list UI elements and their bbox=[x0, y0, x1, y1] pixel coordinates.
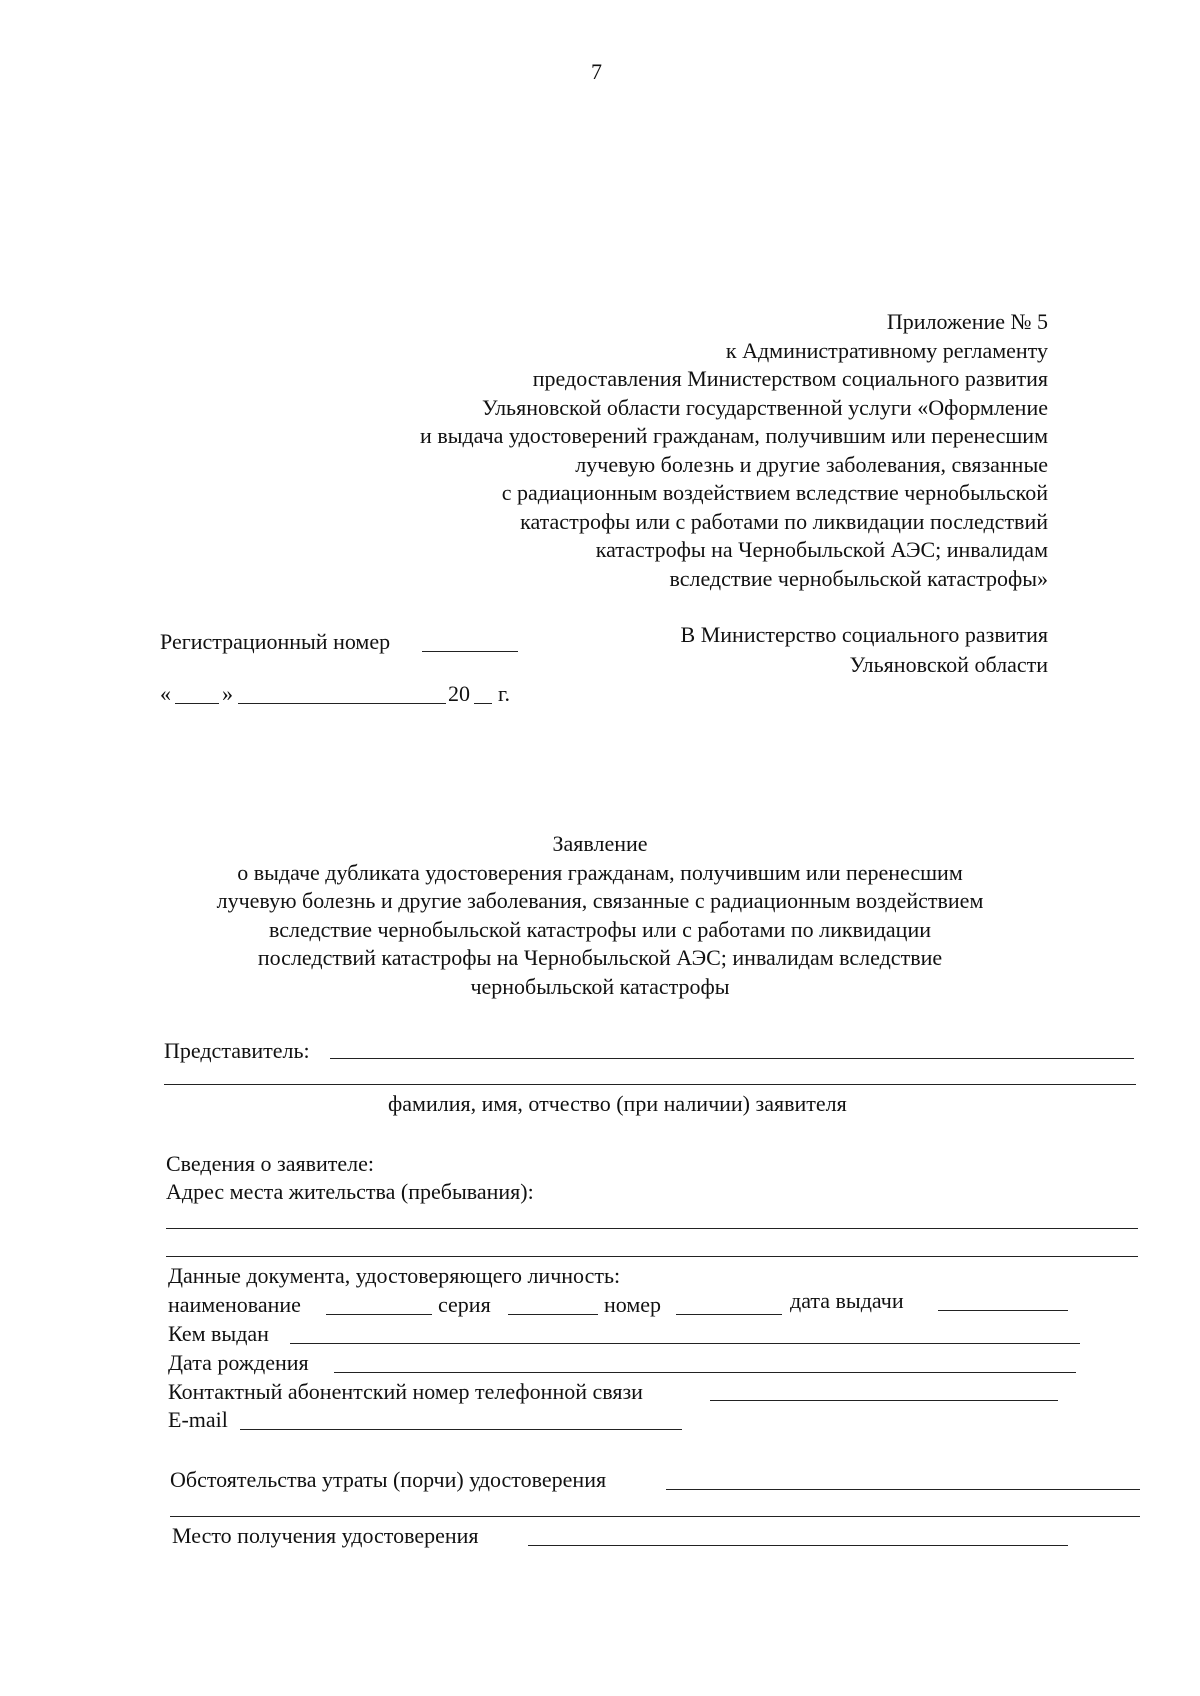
annex-line: Приложение № 5 bbox=[886, 309, 1048, 334]
doc-series-label: серия bbox=[438, 1292, 491, 1317]
representative-field[interactable] bbox=[330, 1058, 1134, 1059]
doc-name-field[interactable] bbox=[326, 1314, 432, 1315]
id-document-label: Данные документа, удостоверяющего личность: bbox=[168, 1263, 621, 1288]
title-line: о выдаче дубликата удостоверения гражданам, получившим или перенесшим bbox=[237, 859, 963, 885]
recipient-block bbox=[681, 620, 1048, 680]
place-label: Место получения удостоверения bbox=[172, 1523, 479, 1548]
place-field[interactable] bbox=[528, 1545, 1068, 1546]
birth-date-label: Дата рождения bbox=[168, 1350, 309, 1375]
annex-line: Ульяновской области государственной услуги «Оформление bbox=[481, 394, 1048, 420]
application-title bbox=[150, 830, 1050, 1001]
registration-number-label: Регистрационный номер bbox=[160, 629, 391, 654]
title-line: вследствие чернобыльской катастрофы или с работами по ликвидации bbox=[268, 916, 931, 942]
issued-by-label: Кем выдан bbox=[168, 1321, 269, 1346]
doc-issue-date-field[interactable] bbox=[938, 1310, 1068, 1311]
title-line: чернобыльской катастрофы bbox=[470, 973, 730, 999]
representative-label: Представитель: bbox=[164, 1038, 310, 1063]
title-heading: Заявление bbox=[552, 831, 648, 856]
annex-line: катастрофы на Чернобыльской АЭС; инвалидам bbox=[595, 537, 1048, 562]
address-field-2[interactable] bbox=[166, 1256, 1138, 1257]
date-year-prefix: 20 bbox=[448, 681, 470, 706]
doc-number-field[interactable] bbox=[676, 1314, 782, 1315]
title-line: последствий катастрофы на Чернобыльской АЭС; инвалидам вследствие bbox=[257, 945, 943, 970]
address-field-1[interactable] bbox=[166, 1228, 1138, 1229]
phone-label: Контактный абонентский номер телефонной связи bbox=[168, 1379, 643, 1404]
address-label: Адрес места жительства (пребывания): bbox=[166, 1179, 534, 1204]
annex-line: к Административному регламенту bbox=[725, 337, 1048, 363]
email-field[interactable] bbox=[240, 1429, 682, 1430]
title-line: лучевую болезнь и другие заболевания, связанные с радиационным воздействием bbox=[216, 888, 984, 913]
recipient-line2: Ульяновской области bbox=[849, 652, 1048, 677]
issued-by-field[interactable] bbox=[290, 1343, 1080, 1344]
applicant-info-label: Сведения о заявителе: bbox=[166, 1151, 375, 1176]
annex-line: предоставления Министерством социального развития bbox=[532, 366, 1048, 391]
doc-name-label: наименование bbox=[168, 1292, 301, 1317]
circumstances-field[interactable] bbox=[666, 1489, 1140, 1490]
doc-number-label: номер bbox=[604, 1292, 662, 1317]
doc-issue-date-label: дата выдачи bbox=[790, 1288, 904, 1313]
recipient-line1: В Министерство социального развития bbox=[680, 622, 1048, 647]
annex-line: с радиационным воздействием вследствие чернобыльской bbox=[501, 480, 1048, 505]
annex-line: лучевую болезнь и другие заболевания, связанные bbox=[575, 451, 1048, 477]
fio-caption: фамилия, имя, отчество (при наличии) заявителя bbox=[388, 1091, 847, 1116]
representative-field-2[interactable] bbox=[164, 1084, 1136, 1085]
phone-field[interactable] bbox=[710, 1400, 1058, 1401]
date-open-quote: « bbox=[160, 681, 171, 706]
page-number: 7 bbox=[591, 59, 602, 84]
registration-number-field[interactable] bbox=[422, 651, 518, 652]
annex-line: вследствие чернобыльской катастрофы» bbox=[669, 565, 1048, 591]
date-close-quote: » bbox=[222, 681, 233, 706]
annex-line: катастрофы или с работами по ликвидации последствий bbox=[520, 508, 1048, 534]
annex-line: и выдача удостоверений гражданам, получившим или перенесшим bbox=[420, 423, 1048, 448]
date-day-field[interactable] bbox=[175, 703, 219, 704]
circumstances-label: Обстоятельства утраты (порчи) удостоверения bbox=[170, 1467, 607, 1492]
annex-block bbox=[420, 308, 1048, 593]
email-label: E-mail bbox=[168, 1407, 228, 1432]
date-year-suffix: г. bbox=[498, 681, 511, 706]
doc-series-field[interactable] bbox=[508, 1314, 598, 1315]
date-year-field[interactable] bbox=[474, 703, 492, 704]
date-month-field[interactable] bbox=[238, 703, 446, 704]
circumstances-field-2[interactable] bbox=[170, 1516, 1140, 1517]
birth-date-field[interactable] bbox=[334, 1372, 1076, 1373]
